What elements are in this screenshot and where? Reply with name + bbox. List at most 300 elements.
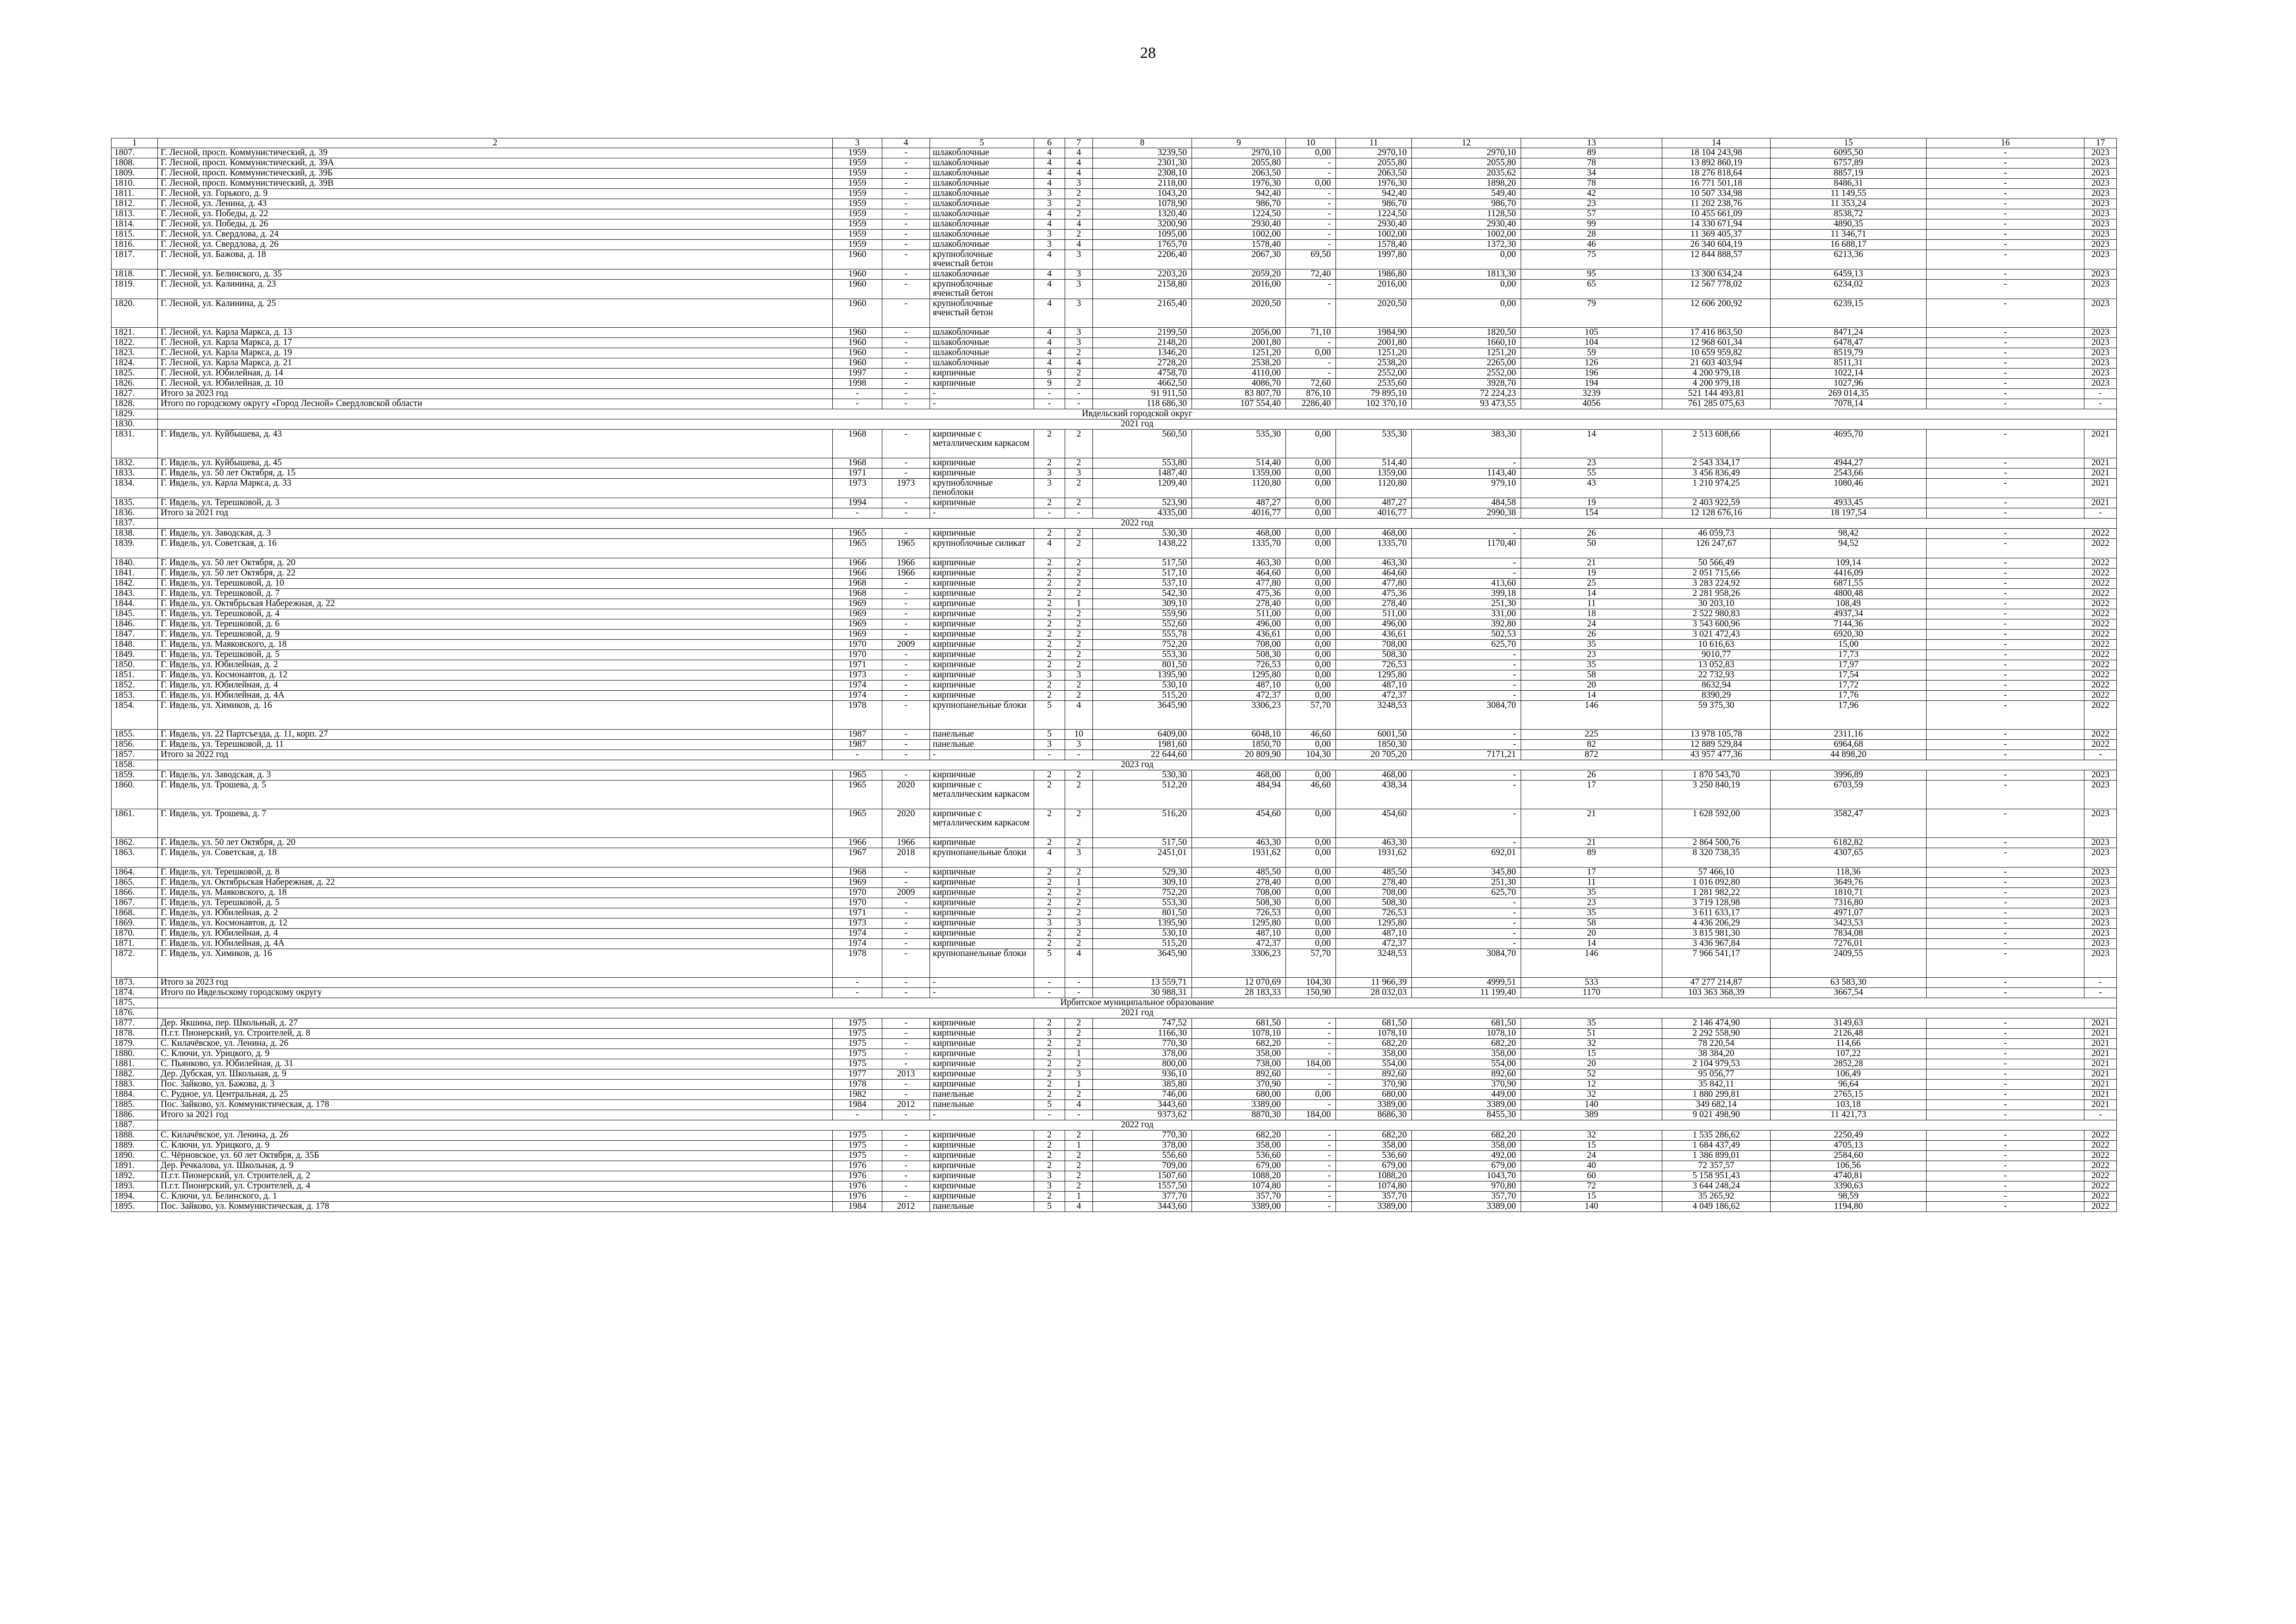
repair-year-cell: 2023 — [2084, 888, 2117, 898]
year-rebuilt-cell: - — [882, 179, 930, 189]
year-built-cell: 1965 — [833, 539, 882, 558]
nonresidential-area-cell: 46,60 — [1286, 781, 1336, 809]
residents-cell: 95 — [1521, 269, 1662, 280]
cost-per-sqm-cell: 4937,34 — [1771, 609, 1927, 619]
living-area-cell: 726,53 — [1192, 660, 1286, 670]
entrances-cell: 2 — [1065, 1131, 1093, 1141]
row-number-cell: 1814. — [112, 219, 158, 230]
section-title: Ирбитское муниципальное образование — [158, 998, 2117, 1008]
row-number-cell: 1842. — [112, 579, 158, 589]
row-number-cell: 1821. — [112, 328, 158, 338]
wall-material-cell: кирпичные — [930, 619, 1034, 630]
cost-per-sqm-cell: 94,52 — [1771, 539, 1927, 558]
cost-per-sqm-cell: 2584,60 — [1771, 1151, 1927, 1161]
year-built-cell: 1966 — [833, 838, 882, 848]
cost-per-sqm-cell: 4944,27 — [1771, 458, 1927, 468]
total-area-cell: 752,20 — [1093, 640, 1192, 650]
year-rebuilt-cell: - — [882, 1039, 930, 1049]
address-cell: Г. Ивдель, ул. 50 лет Октября, д. 15 — [158, 468, 833, 479]
wall-material-cell: - — [930, 389, 1034, 399]
cost-per-sqm-cell: 3582,47 — [1771, 809, 1927, 838]
repair-year-cell: 2022 — [2084, 660, 2117, 670]
year-rebuilt-cell: - — [882, 1018, 930, 1029]
residents-cell: 82 — [1521, 740, 1662, 750]
repair-year-cell: 2022 — [2084, 650, 2117, 660]
floors-cell: 2 — [1034, 1049, 1065, 1059]
total-area-cell: 517,50 — [1093, 558, 1192, 568]
entrances-cell: 4 — [1065, 219, 1093, 230]
year-rebuilt-cell: 2020 — [882, 781, 930, 809]
residents-cell: 154 — [1521, 508, 1662, 518]
residents-cell: 11 — [1521, 878, 1662, 888]
year-rebuilt-cell: - — [882, 988, 930, 998]
residents-cell: 140 — [1521, 1202, 1662, 1212]
year-rebuilt-cell: 2018 — [882, 848, 930, 868]
nonresidential-area-cell: - — [1286, 1080, 1336, 1090]
nonresidential-area-cell: 0,00 — [1286, 630, 1336, 640]
repair-cost-cell: 1 870 543,70 — [1662, 770, 1771, 781]
private-area-cell: 1372,30 — [1412, 240, 1521, 250]
table-row — [112, 878, 2117, 888]
floors-cell: 2 — [1034, 1131, 1065, 1141]
owned-area-cell: 2930,40 — [1336, 219, 1412, 230]
private-area-cell: - — [1412, 908, 1521, 918]
year-built-cell: 1960 — [833, 338, 882, 348]
floors-cell: 2 — [1034, 579, 1065, 589]
cost-per-sqm-cell: 6213,36 — [1771, 250, 1927, 269]
floors-cell: 2 — [1034, 529, 1065, 539]
limit-cost-cell: - — [1927, 809, 2084, 838]
owned-area-cell: 892,60 — [1336, 1069, 1412, 1080]
year-rebuilt-cell: - — [882, 1151, 930, 1161]
entrances-cell: 2 — [1065, 809, 1093, 838]
living-area-cell: 681,50 — [1192, 1018, 1286, 1029]
address-cell: Итого за 2023 год — [158, 978, 833, 988]
address-cell: Г. Ивдель, ул. Терешковой, д. 6 — [158, 619, 833, 630]
limit-cost-cell: - — [1927, 230, 2084, 240]
repair-year-cell: 2021 — [2084, 468, 2117, 479]
row-number-cell: 1870. — [112, 929, 158, 939]
floors-cell: 4 — [1034, 848, 1065, 868]
cost-per-sqm-cell: 6239,15 — [1771, 299, 1927, 328]
year-rebuilt-cell: - — [882, 579, 930, 589]
entrances-cell: 2 — [1065, 1039, 1093, 1049]
total-area-cell: 1765,70 — [1093, 240, 1192, 250]
nonresidential-area-cell: 0,00 — [1286, 878, 1336, 888]
entrances-cell: 2 — [1065, 908, 1093, 918]
limit-cost-cell: - — [1927, 458, 2084, 468]
owned-area-cell: 487,27 — [1336, 498, 1412, 508]
limit-cost-cell: - — [1927, 468, 2084, 479]
private-area-cell: 682,20 — [1412, 1039, 1521, 1049]
floors-cell: 2 — [1034, 1090, 1065, 1100]
repair-year-cell: 2021 — [2084, 458, 2117, 468]
residents-cell: 11 — [1521, 599, 1662, 609]
row-number-cell: 1843. — [112, 589, 158, 599]
entrances-cell: 3 — [1065, 468, 1093, 479]
row-number-cell: 1886. — [112, 1110, 158, 1120]
repair-year-cell: 2022 — [2084, 1181, 2117, 1192]
owned-area-cell: 475,36 — [1336, 589, 1412, 599]
entrances-cell: - — [1065, 389, 1093, 399]
private-area-cell: 358,00 — [1412, 1049, 1521, 1059]
repair-cost-cell: 43 957 477,36 — [1662, 750, 1771, 760]
total-area-cell: 22 644,60 — [1093, 750, 1192, 760]
year-built-cell: 1998 — [833, 379, 882, 389]
row-number-cell: 1889. — [112, 1141, 158, 1151]
year-built-cell: 1987 — [833, 730, 882, 740]
cost-per-sqm-cell: 109,14 — [1771, 558, 1927, 568]
owned-area-cell: 454,60 — [1336, 809, 1412, 838]
entrances-cell: 2 — [1065, 609, 1093, 619]
private-area-cell: 1898,20 — [1412, 179, 1521, 189]
table-row — [112, 1039, 2117, 1049]
residents-cell: 35 — [1521, 888, 1662, 898]
cost-per-sqm-cell: 1194,80 — [1771, 1202, 1927, 1212]
row-number-cell: 1880. — [112, 1049, 158, 1059]
repair-year-cell: 2023 — [2084, 169, 2117, 179]
year-rebuilt-cell: - — [882, 348, 930, 358]
residents-cell: 872 — [1521, 750, 1662, 760]
floors-cell: 5 — [1034, 1100, 1065, 1110]
table-row — [112, 558, 2117, 568]
year-built-cell: 1987 — [833, 740, 882, 750]
row-number: 1875. — [112, 998, 158, 1008]
limit-cost-cell: - — [1927, 209, 2084, 219]
owned-area-cell: 278,40 — [1336, 878, 1412, 888]
private-area-cell: 3389,00 — [1412, 1100, 1521, 1110]
private-area-cell: 1813,30 — [1412, 269, 1521, 280]
repair-year-cell: - — [2084, 978, 2117, 988]
private-area-cell: 1078,10 — [1412, 1029, 1521, 1039]
repair-year-cell: 2022 — [2084, 630, 2117, 640]
repair-year-cell: 2023 — [2084, 838, 2117, 848]
table-row — [112, 848, 2117, 868]
total-area-cell: 553,30 — [1093, 898, 1192, 908]
residents-cell: 35 — [1521, 640, 1662, 650]
nonresidential-area-cell: - — [1286, 240, 1336, 250]
address-cell: Г. Лесной, ул. Бажова, д. 18 — [158, 250, 833, 269]
private-area-cell: - — [1412, 809, 1521, 838]
floors-cell: 3 — [1034, 240, 1065, 250]
cost-per-sqm-cell: 4416,09 — [1771, 568, 1927, 579]
total-area-cell: 1043,20 — [1093, 189, 1192, 199]
entrances-cell: 3 — [1065, 848, 1093, 868]
wall-material-cell: крупнопанельные блоки — [930, 701, 1034, 730]
repair-cost-cell: 12 889 529,84 — [1662, 740, 1771, 750]
year-built-cell: 1978 — [833, 1080, 882, 1090]
total-area-cell: 1346,20 — [1093, 348, 1192, 358]
limit-cost-cell: - — [1927, 691, 2084, 701]
year-rebuilt-cell: - — [882, 1171, 930, 1181]
owned-area-cell: 2970,10 — [1336, 148, 1412, 158]
residents-cell: 23 — [1521, 199, 1662, 209]
cost-per-sqm-cell: 6095,50 — [1771, 148, 1927, 158]
residents-cell: 78 — [1521, 179, 1662, 189]
total-area-cell: 9373,62 — [1093, 1110, 1192, 1120]
private-area-cell: - — [1412, 650, 1521, 660]
limit-cost-cell: - — [1927, 770, 2084, 781]
repair-cost-cell: 2 403 922,59 — [1662, 498, 1771, 508]
year-built-cell: 1976 — [833, 1171, 882, 1181]
entrances-cell: 4 — [1065, 148, 1093, 158]
table-row — [112, 1161, 2117, 1171]
column-number-17: 17 — [2084, 138, 2117, 148]
owned-area-cell: 682,20 — [1336, 1131, 1412, 1141]
nonresidential-area-cell: 0,00 — [1286, 888, 1336, 898]
owned-area-cell: 2535,60 — [1336, 379, 1412, 389]
section-title: 2021 год — [158, 419, 2117, 430]
limit-cost-cell: - — [1927, 250, 2084, 269]
living-area-cell: 4086,70 — [1192, 379, 1286, 389]
table-row — [112, 1151, 2117, 1161]
cost-per-sqm-cell: 4695,70 — [1771, 430, 1927, 458]
address-cell: Г. Лесной, ул. Карла Маркса, д. 17 — [158, 338, 833, 348]
floors-cell: - — [1034, 750, 1065, 760]
year-built-cell: 1982 — [833, 1090, 882, 1100]
wall-material-cell: - — [930, 988, 1034, 998]
wall-material-cell: кирпичные — [930, 630, 1034, 640]
wall-material-cell: кирпичные — [930, 369, 1034, 379]
row-number-cell: 1827. — [112, 389, 158, 399]
cost-per-sqm-cell: 3149,63 — [1771, 1018, 1927, 1029]
limit-cost-cell: - — [1927, 1131, 2084, 1141]
private-area-cell: 449,00 — [1412, 1090, 1521, 1100]
entrances-cell: 2 — [1065, 558, 1093, 568]
column-number-14: 14 — [1662, 138, 1771, 148]
entrances-cell: 4 — [1065, 358, 1093, 369]
floors-cell: 2 — [1034, 1080, 1065, 1090]
cost-per-sqm-cell: 2543,66 — [1771, 468, 1927, 479]
wall-material-cell: шлакоблочные — [930, 209, 1034, 219]
repair-cost-cell: 21 603 403,94 — [1662, 358, 1771, 369]
residents-cell: 89 — [1521, 148, 1662, 158]
owned-area-cell: 1002,00 — [1336, 230, 1412, 240]
year-rebuilt-cell: - — [882, 1110, 930, 1120]
living-area-cell: 2056,00 — [1192, 328, 1286, 338]
address-cell: Пос. Зайково, ул. Коммунистическая, д. 178 — [158, 1100, 833, 1110]
private-area-cell: 2055,80 — [1412, 158, 1521, 169]
table-row — [112, 809, 2117, 838]
year-built-cell: 1971 — [833, 908, 882, 918]
year-built-cell: 1975 — [833, 1151, 882, 1161]
wall-material-cell: кирпичные — [930, 1151, 1034, 1161]
entrances-cell: 2 — [1065, 458, 1093, 468]
year-rebuilt-cell: - — [882, 280, 930, 299]
floors-cell: 3 — [1034, 740, 1065, 750]
owned-area-cell: 79 895,10 — [1336, 389, 1412, 399]
nonresidential-area-cell: 0,00 — [1286, 681, 1336, 691]
year-built-cell: - — [833, 508, 882, 518]
limit-cost-cell: - — [1927, 479, 2084, 498]
nonresidential-area-cell: - — [1286, 230, 1336, 240]
table-row — [112, 280, 2117, 299]
entrances-cell: 4 — [1065, 169, 1093, 179]
wall-material-cell: кирпичные — [930, 878, 1034, 888]
residents-cell: 140 — [1521, 1100, 1662, 1110]
address-cell: Г. Лесной, ул. Карла Маркса, д. 21 — [158, 358, 833, 369]
floors-cell: 2 — [1034, 630, 1065, 640]
wall-material-cell: крупноблочные ячеистый бетон — [930, 280, 1034, 299]
nonresidential-area-cell: 72,60 — [1286, 379, 1336, 389]
nonresidential-area-cell: 0,00 — [1286, 848, 1336, 868]
private-area-cell: - — [1412, 918, 1521, 929]
address-cell: Г. Ивдель, ул. Терешковой, д. 5 — [158, 650, 833, 660]
year-built-cell: 1960 — [833, 299, 882, 328]
repair-cost-cell: 8 320 738,35 — [1662, 848, 1771, 868]
floors-cell: - — [1034, 389, 1065, 399]
private-area-cell: 986,70 — [1412, 199, 1521, 209]
cost-per-sqm-cell: 1080,46 — [1771, 479, 1927, 498]
floors-cell: 2 — [1034, 558, 1065, 568]
section-row — [112, 1120, 2117, 1131]
residents-cell: 32 — [1521, 1090, 1662, 1100]
floors-cell: 4 — [1034, 209, 1065, 219]
row-number-cell: 1847. — [112, 630, 158, 640]
wall-material-cell: кирпичные — [930, 838, 1034, 848]
nonresidential-area-cell: 104,30 — [1286, 978, 1336, 988]
limit-cost-cell: - — [1927, 348, 2084, 358]
wall-material-cell: шлакоблочные — [930, 269, 1034, 280]
cost-per-sqm-cell: 8519,79 — [1771, 348, 1927, 358]
wall-material-cell: кирпичные — [930, 1131, 1034, 1141]
entrances-cell: 1 — [1065, 599, 1093, 609]
residents-cell: 389 — [1521, 1110, 1662, 1120]
table-row — [112, 660, 2117, 670]
housing-register-table — [111, 138, 2117, 1212]
section-title: 2023 год — [158, 760, 2117, 770]
floors-cell: 4 — [1034, 358, 1065, 369]
address-cell: Г. Ивдель, ул. Маяковского, д. 18 — [158, 640, 833, 650]
living-area-cell: 107 554,40 — [1192, 399, 1286, 409]
nonresidential-area-cell: 0,00 — [1286, 670, 1336, 681]
limit-cost-cell: - — [1927, 529, 2084, 539]
row-number-cell: 1888. — [112, 1131, 158, 1141]
year-rebuilt-cell: - — [882, 158, 930, 169]
year-built-cell: 1968 — [833, 579, 882, 589]
address-cell: Г. Ивдель, ул. Химиков, д. 16 — [158, 949, 833, 978]
owned-area-cell: 468,00 — [1336, 529, 1412, 539]
private-area-cell: - — [1412, 670, 1521, 681]
floors-cell: 2 — [1034, 650, 1065, 660]
repair-year-cell: 2022 — [2084, 1171, 2117, 1181]
entrances-cell: 2 — [1065, 230, 1093, 240]
repair-cost-cell: 2 281 958,26 — [1662, 589, 1771, 599]
wall-material-cell: кирпичные — [930, 908, 1034, 918]
living-area-cell: 468,00 — [1192, 529, 1286, 539]
total-area-cell: 4758,70 — [1093, 369, 1192, 379]
wall-material-cell: крупнопанельные блоки — [930, 848, 1034, 868]
year-rebuilt-cell: 2009 — [882, 888, 930, 898]
private-area-cell: 3389,00 — [1412, 1202, 1521, 1212]
total-area-cell: 1320,40 — [1093, 209, 1192, 219]
living-area-cell: 708,00 — [1192, 640, 1286, 650]
limit-cost-cell: - — [1927, 949, 2084, 978]
row-number-cell: 1848. — [112, 640, 158, 650]
year-rebuilt-cell: - — [882, 770, 930, 781]
address-cell: Г. Ивдель, ул. Юбилейная, д. 4А — [158, 691, 833, 701]
living-area-cell: 468,00 — [1192, 770, 1286, 781]
repair-year-cell: 2021 — [2084, 1049, 2117, 1059]
total-area-cell: 2728,20 — [1093, 358, 1192, 369]
floors-cell: 2 — [1034, 939, 1065, 949]
cost-per-sqm-cell: 6703,59 — [1771, 781, 1927, 809]
nonresidential-area-cell: 0,00 — [1286, 929, 1336, 939]
residents-cell: 14 — [1521, 939, 1662, 949]
entrances-cell: 2 — [1065, 348, 1093, 358]
wall-material-cell: кирпичные — [930, 1181, 1034, 1192]
nonresidential-area-cell: 0,00 — [1286, 529, 1336, 539]
living-area-cell: 738,00 — [1192, 1059, 1286, 1069]
entrances-cell: 3 — [1065, 740, 1093, 750]
total-area-cell: 1095,00 — [1093, 230, 1192, 240]
repair-cost-cell: 521 144 493,81 — [1662, 389, 1771, 399]
entrances-cell: 2 — [1065, 888, 1093, 898]
floors-cell: 2 — [1034, 868, 1065, 878]
total-area-cell: 530,30 — [1093, 529, 1192, 539]
repair-cost-cell: 8632,94 — [1662, 681, 1771, 691]
cost-per-sqm-cell: 6459,13 — [1771, 269, 1927, 280]
floors-cell: 3 — [1034, 918, 1065, 929]
cost-per-sqm-cell: 17,73 — [1771, 650, 1927, 660]
owned-area-cell: 1088,20 — [1336, 1171, 1412, 1181]
year-rebuilt-cell: - — [882, 939, 930, 949]
nonresidential-area-cell: - — [1286, 1202, 1336, 1212]
row-number: 1876. — [112, 1008, 158, 1018]
floors-cell: 2 — [1034, 1039, 1065, 1049]
owned-area-cell: 726,53 — [1336, 660, 1412, 670]
floors-cell: 2 — [1034, 1018, 1065, 1029]
cost-per-sqm-cell: 7316,80 — [1771, 898, 1927, 908]
residents-cell: 34 — [1521, 169, 1662, 179]
row-number-cell: 1809. — [112, 169, 158, 179]
owned-area-cell: 20 705,20 — [1336, 750, 1412, 760]
wall-material-cell: кирпичные с металлическим каркасом — [930, 809, 1034, 838]
floors-cell: 2 — [1034, 619, 1065, 630]
section-title: 2022 год — [158, 1120, 2117, 1131]
repair-cost-cell: 46 059,73 — [1662, 529, 1771, 539]
owned-area-cell: 468,00 — [1336, 770, 1412, 781]
address-cell: Г. Ивдель, ул. Терешковой, д. 5 — [158, 898, 833, 908]
year-built-cell: 1959 — [833, 189, 882, 199]
cost-per-sqm-cell: 106,49 — [1771, 1069, 1927, 1080]
year-rebuilt-cell: - — [882, 908, 930, 918]
living-area-cell: 472,37 — [1192, 939, 1286, 949]
owned-area-cell: 357,70 — [1336, 1192, 1412, 1202]
row-number-cell: 1852. — [112, 681, 158, 691]
total-area-cell: 530,30 — [1093, 770, 1192, 781]
residents-cell: 23 — [1521, 650, 1662, 660]
repair-cost-cell: 18 276 818,64 — [1662, 169, 1771, 179]
year-rebuilt-cell: - — [882, 929, 930, 939]
year-rebuilt-cell: - — [882, 389, 930, 399]
nonresidential-area-cell: - — [1286, 189, 1336, 199]
owned-area-cell: 3248,53 — [1336, 949, 1412, 978]
living-area-cell: 1078,10 — [1192, 1029, 1286, 1039]
repair-cost-cell: 1 016 092,80 — [1662, 878, 1771, 888]
wall-material-cell: кирпичные — [930, 379, 1034, 389]
residents-cell: 32 — [1521, 1039, 1662, 1049]
private-area-cell: 357,70 — [1412, 1192, 1521, 1202]
year-rebuilt-cell: - — [882, 1059, 930, 1069]
row-number-cell: 1881. — [112, 1059, 158, 1069]
repair-cost-cell: 2 104 979,53 — [1662, 1059, 1771, 1069]
year-rebuilt-cell: - — [882, 169, 930, 179]
owned-area-cell: 438,34 — [1336, 781, 1412, 809]
repair-cost-cell: 78 220,54 — [1662, 1039, 1771, 1049]
private-area-cell: - — [1412, 898, 1521, 908]
table-row — [112, 508, 2117, 518]
